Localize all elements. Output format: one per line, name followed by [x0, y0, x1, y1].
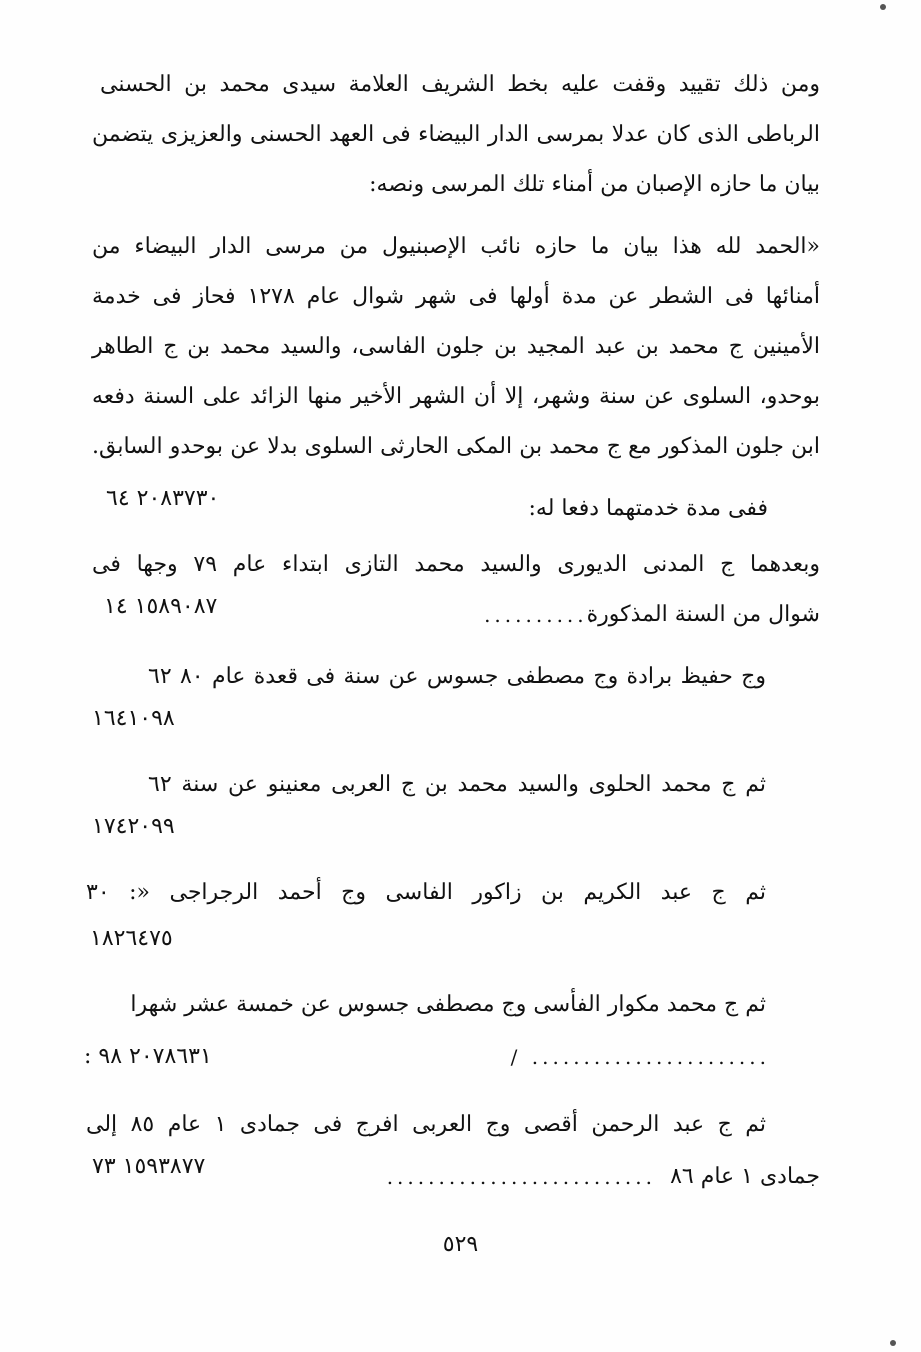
entry-6-line-1: ثم ج محمد مكوار الفأسى وج مصطفى جسوس عن خمسة عشر شهرا	[130, 992, 766, 1017]
paragraph-2-line-2: أمنائها فى الشطر عن مدة أولها فى شهر شوال عام ١٢٧٨ فحاز فى خدمة	[92, 284, 821, 309]
paragraph-1-line-2: الرباطى الذى كان عدلا بمرسى الدار البيضاء فى العهد الحسنى والعزيزى يتضمن	[92, 122, 820, 147]
entry-4-line-1: ثم ج محمد الحلوى والسيد محمد بن ج العربى معنينو عن سنة ٦٢	[148, 772, 766, 797]
paragraph-2-line-5: ابن جلون المذكور مع ج محمد بن المكى الحارثى السلوى بدلا عن بوحدو السابق.	[92, 434, 820, 459]
entry-7-line-1: ثم ج عبد الرحمن أقصى وج العربى افرج فى جمادى ١ عام ٨٥ إلى	[86, 1112, 766, 1137]
entry-7-leader-dots: ..........................	[386, 1165, 656, 1189]
page-number: ٥٢٩	[442, 1232, 479, 1257]
entry-7-amount: ١٥٩٣٨٧٧ ٧٣	[92, 1154, 206, 1179]
entry-1-text: ففى مدة خدمتهما دفعا له:	[528, 496, 768, 521]
entry-5-line-1: ثم ج عبد الكريم بن زاكور الفاسى وج أحمد الرجراجى «: ٣٠	[86, 880, 766, 905]
paragraph-2-line-3: الأمينين ج محمد بن عبد المجيد بن جلون الفاسى، والسيد محمد بن ج الطاهر	[92, 334, 820, 359]
entry-3-amount: ١٦٤١٠٩٨	[92, 706, 175, 731]
entry-5-amount: ١٨٢٦٤٧٥	[90, 926, 173, 951]
entry-1-amount: ٢٠٨٣٧٣٠ ٦٤	[106, 486, 220, 511]
entry-3-line-1: وج حفيظ برادة وج مصطفى جسوس عن سنة فى قعدة عام ٨٠ ٦٢	[148, 664, 766, 689]
paragraph-2-line-4: بوحدو، السلوى عن سنة وشهر، إلا أن الشهر الأخير منها الزائد على السنة دفعه	[92, 384, 820, 409]
entry-2-line-1: وبعدهما ج المدنى الديورى والسيد محمد التازى ابتداء عام ٧٩ وجها فى	[92, 552, 820, 577]
scan-speck-bottom-right	[890, 1340, 896, 1346]
entry-6-leader-dots: ....................... /	[510, 1045, 770, 1069]
scan-speck-top-right	[880, 4, 886, 10]
entry-2-amount: ١٥٨٩٠٨٧ ١٤	[104, 594, 218, 619]
entry-2-line-2: شوال من السنة المذكورة	[586, 602, 820, 627]
paragraph-1-line-1: ومن ذلك تقييد وقفت عليه بخط الشريف العلامة سيدى محمد بن الحسنى	[100, 72, 820, 97]
entry-4-amount: ١٧٤٢٠٩٩	[92, 814, 175, 839]
entry-6-amount: ٢٠٧٨٦٣١ ٩٨ :	[84, 1044, 212, 1069]
entry-2-leader-dots: ...........	[484, 603, 598, 627]
paragraph-1-line-3: بيان ما حازه الإصبان من أمناء تلك المرسى ونصه:	[369, 172, 820, 197]
entry-7-line-2: جمادى ١ عام ٨٦	[670, 1164, 820, 1189]
paragraph-2-line-1: «الحمد لله هذا بيان ما حازه نائب الإصبنيول من مرسى الدار البيضاء من	[92, 234, 820, 259]
